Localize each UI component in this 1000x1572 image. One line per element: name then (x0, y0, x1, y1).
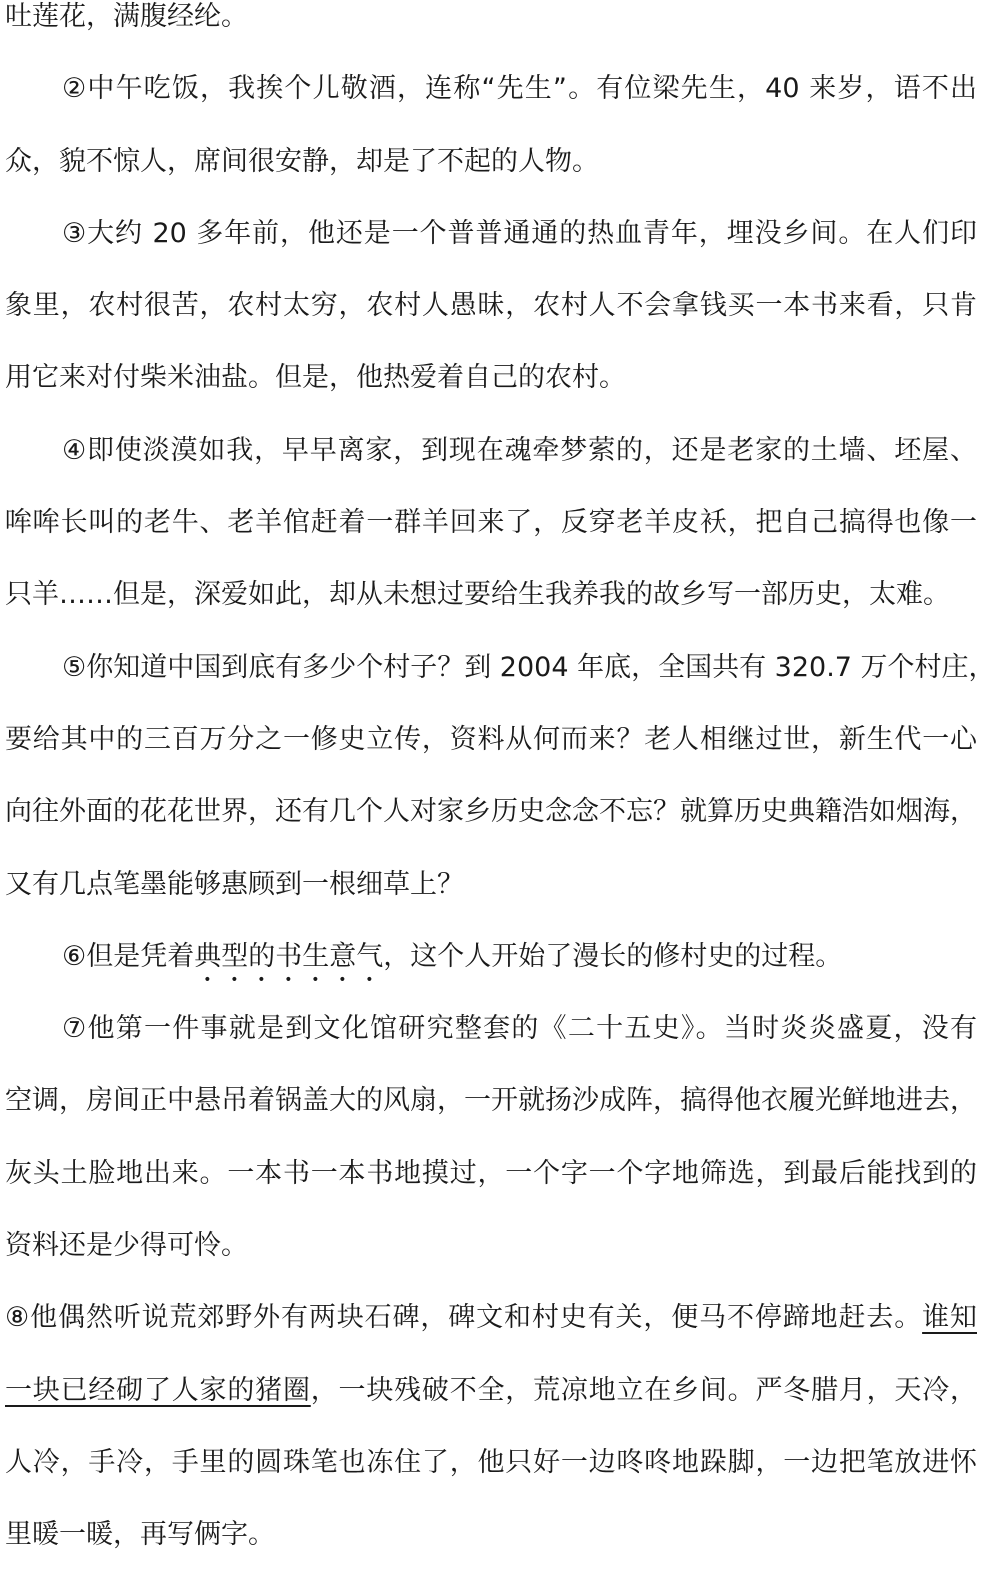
paragraph-2-line (5, 53, 977, 125)
text-segment: 要给其中的三百万分之一修史立传，资料从何而来？老人相继过世，新生代一心 (5, 723, 977, 755)
paragraph-5-line (5, 704, 977, 776)
text-segment: 向往外面的花花世界，还有几个人对家乡历史念念不忘？就算历史典籍浩如烟海， (5, 796, 977, 828)
text-segment: 众，貌不惊人，席间很安静，却是了不起的人物。 (5, 145, 599, 177)
text-segment: 哞哞长叫的老牛、老羊倌赶着一群羊回来了，反穿老羊皮袄，把自己搞得也像一 (5, 507, 977, 539)
text-segment: ⑧他偶然听说荒郊野外有两块石碑，碑文和村史有关，便马不停蹄地赶去。 (5, 1302, 923, 1334)
paragraph-4-line (5, 487, 977, 559)
paragraph-8-line (5, 1499, 977, 1571)
text-segment: ，一块残破不全，荒凉地立在乡间。严冬腊月，天冷， (310, 1374, 978, 1406)
emphasis-dotted-text: 典型的书生意气 (194, 940, 384, 972)
paragraph-3-line (5, 198, 977, 270)
paragraph-8-line (5, 1427, 977, 1499)
underlined-text: 一块已经砌了人家的猪圈 (5, 1374, 311, 1406)
text-segment: 灰头土脸地出来。一本书一本书地摸过，一个字一个字地筛选，到最后能找到的 (5, 1157, 977, 1189)
paragraph-6-line (5, 921, 977, 993)
text-segment: ④即使淡漠如我，早早离家，到现在魂牵梦萦的，还是老家的土墙、坯屋、 (62, 434, 977, 466)
text-segment: ⑤你知道中国到底有多少个村子？到 2004 年底，全国共有 320.7 万个村庄， (62, 651, 996, 683)
paragraph-8-line (5, 1355, 977, 1427)
paragraph-7-line (5, 1210, 977, 1282)
text-segment: 人冷，手冷，手里的圆珠笔也冻住了，他只好一边咚咚地跺脚，一边把笔放进怀 (5, 1446, 977, 1478)
paragraph-2-line (5, 126, 977, 198)
paragraph-1-line (5, 0, 977, 53)
text-segment: 资料还是少得可怜。 (5, 1230, 248, 1262)
text-segment: ③大约 20 多年前，他还是一个普普通通的热血青年，埋没乡间。在人们印 (62, 217, 977, 249)
text-segment: ⑥但是凭着 (62, 940, 195, 972)
paragraph-5-line (5, 776, 977, 848)
paragraph-7-line (5, 1138, 977, 1210)
paragraph-4-line (5, 415, 977, 487)
text-segment: 吐莲花，满腹经纶。 (5, 1, 248, 32)
paragraph-7-line (5, 993, 977, 1065)
text-segment: 用它来对付柴米油盐。但是，他热爱着自己的农村。 (5, 362, 626, 394)
paragraph-3-line (5, 270, 977, 342)
document-body (5, 0, 996, 1572)
paragraph-3-line (5, 342, 977, 414)
paragraph-4-line (5, 559, 977, 631)
text-segment: 又有几点笔墨能够惠顾到一根细草上？ (5, 868, 464, 900)
paragraph-5-line (5, 632, 996, 704)
underlined-text: 谁知 (922, 1302, 977, 1334)
text-segment: 只羊……但是，深爱如此，却从未想过要给生我养我的故乡写一部历史，太难。 (5, 579, 950, 611)
text-segment: ，这个人开始了漫长的修村史的过程。 (383, 940, 843, 972)
text-segment: 象里，农村很苦，农村太穷，农村人愚昧，农村人不会拿钱买一本书来看，只肯 (5, 290, 977, 322)
paragraph-7-line (5, 1065, 977, 1137)
paragraph-5-line (5, 849, 977, 921)
text-segment: ②中午吃饭，我挨个儿敬酒，连称“先生”。有位梁先生，40 来岁，语不出 (62, 73, 977, 105)
paragraph-8-line (5, 1282, 977, 1354)
text-segment: ⑦他第一件事就是到文化馆研究整套的《二十五史》。当时炎炎盛夏，没有 (62, 1013, 977, 1045)
text-segment: 里暖一暖，再写俩字。 (5, 1519, 275, 1551)
text-segment: 空调，房间正中悬吊着锅盖大的风扇，一开就扬沙成阵，搞得他衣履光鲜地进去， (5, 1085, 977, 1117)
